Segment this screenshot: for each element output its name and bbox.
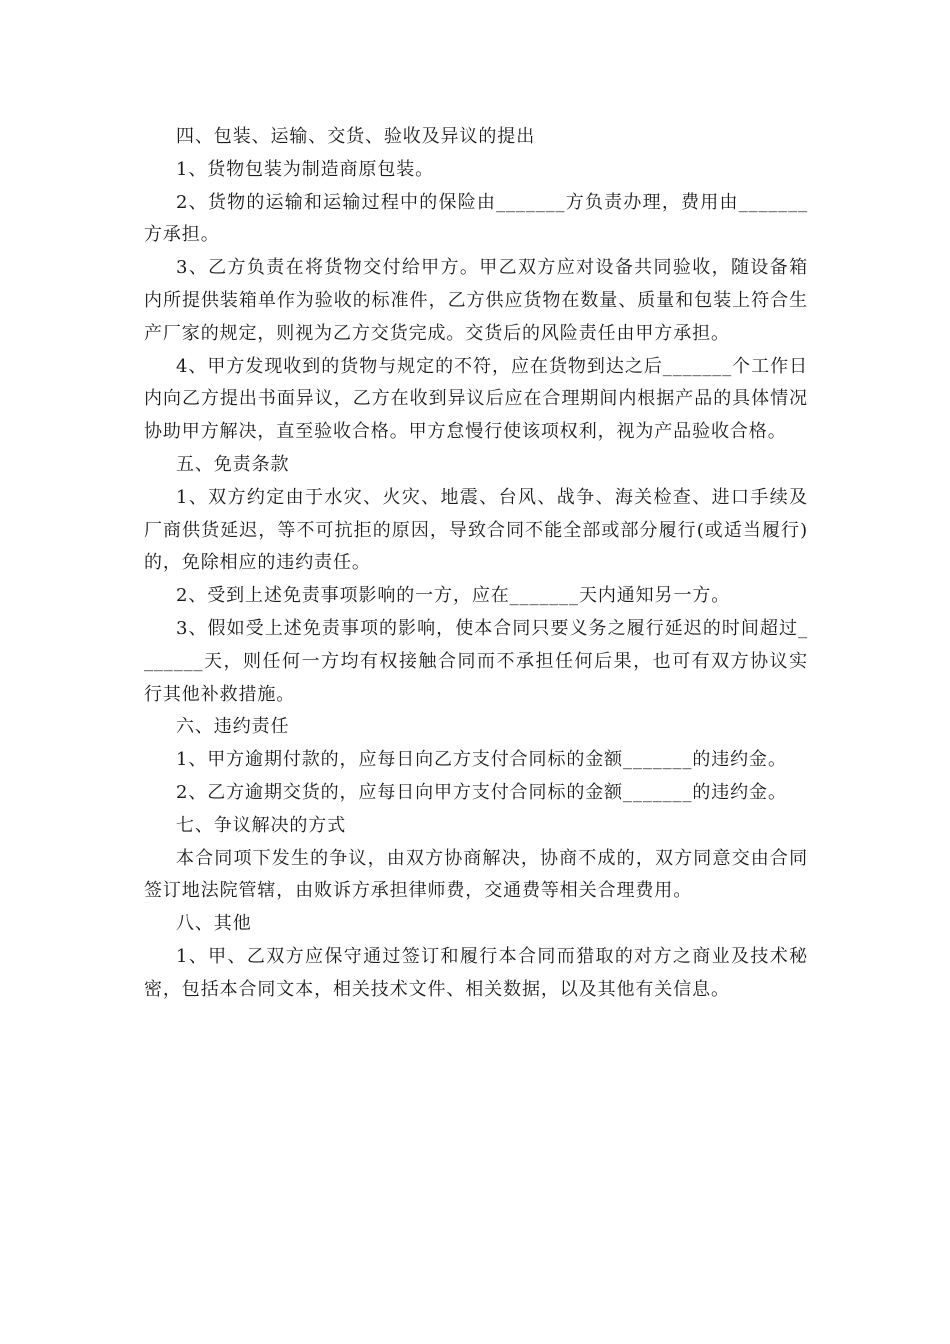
clause-paragraph: 1、货物包装为制造商原包装。 bbox=[176, 158, 435, 180]
clause-paragraph: 3、假如受上述免责事项的影响，使本合同只要义务之履行延迟的时间超过_______天，则任何一方均有权接触合同而不承担任何后果，也可有双方协议实行其他补救措施。 bbox=[144, 617, 808, 705]
clause-paragraph: 2、乙方逾期交货的，应每日向甲方支付合同标的金额_______的违约金。 bbox=[176, 781, 787, 803]
section-heading-liability: 六、违约责任 bbox=[176, 716, 290, 738]
document-body bbox=[144, 121, 808, 1007]
clause-paragraph: 本合同项下发生的争议，由双方协商解决，协商不成的，双方同意交由合同签订地法院管辖，由败诉方承担律师费，交通费等相关合理费用。 bbox=[144, 847, 808, 902]
section-heading-exemption: 五、免责条款 bbox=[176, 453, 290, 475]
section-heading-packaging: 四、包装、运输、交货、验收及异议的提出 bbox=[176, 126, 536, 147]
clause-paragraph: 1、甲、乙双方应保守通过签订和履行本合同而猎取的对方之商业及技术秘密，包括本合同文本，相关技术文件、相关数据，以及其他有关信息。 bbox=[144, 945, 808, 1000]
section-heading-other: 八、其他 bbox=[176, 913, 252, 935]
clause-paragraph: 1、甲方逾期付款的，应每日向乙方支付合同标的金额_______的违约金。 bbox=[176, 749, 787, 771]
section-heading-dispute: 七、争议解决的方式 bbox=[176, 814, 347, 836]
clause-paragraph: 1、双方约定由于水灾、火灾、地震、台风、战争、海关检查、进口手续及厂商供货延迟，等不可抗拒的原因，导致合同不能全部或部分履行(或适当履行)的，免除相应的违约责任。 bbox=[144, 486, 808, 574]
clause-paragraph: 3、乙方负责在将货物交付给甲方。甲乙双方应对设备共同验收，随设备箱内所提供装箱单作为验收的标准件，乙方供应货物在数量、质量和包装上符合生产厂家的规定，则视为乙方交货完成。交货后的风险责任由甲方承担。 bbox=[144, 257, 808, 344]
clause-paragraph: 4、甲方发现收到的货物与规定的不符，应在货物到达之后_______个工作日内向乙方提出书面异议，乙方在收到异议后应在合理期间内根据产品的具体情况协助甲方解决，直至验收合格。甲方怠慢行使该项权利，视为产品验收合格。 bbox=[144, 355, 808, 443]
clause-paragraph: 2、受到上述免责事项影响的一方，应在_______天内通知另一方。 bbox=[176, 585, 731, 607]
clause-paragraph: 2、货物的运输和运输过程中的保险由_______方负责办理，费用由_______方承担。 bbox=[144, 191, 808, 246]
